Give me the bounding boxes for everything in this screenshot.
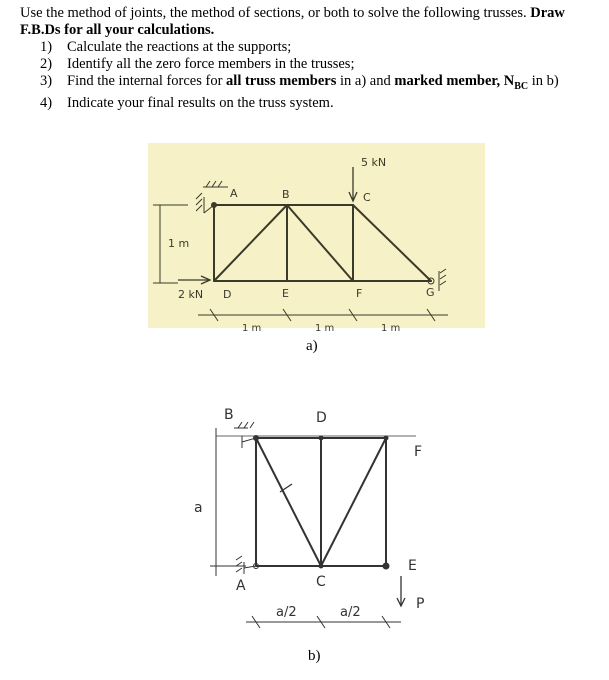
- steps-list: [20, 39, 600, 112]
- label-span2: a/2: [340, 605, 361, 620]
- label-load-top: 5 kN: [361, 156, 387, 169]
- support-A-pin: [236, 556, 256, 574]
- label-load-left: 2 kN: [178, 288, 204, 301]
- label-G: G: [426, 286, 435, 299]
- joint-F: [384, 436, 388, 440]
- truss-figure-b: [186, 398, 436, 640]
- truss-a-drawing: [148, 143, 485, 334]
- caption-b: b): [308, 648, 321, 664]
- label-D: D: [223, 288, 232, 301]
- label-A: A: [236, 578, 246, 594]
- label-C: C: [316, 574, 326, 590]
- joint-D: [319, 436, 323, 440]
- joint-E: [383, 563, 389, 569]
- step-3: 3) Find the internal forces for all truss members in a) and marked member, $N_{BC}$ in b): [40, 73, 559, 92]
- step-4: 4) Indicate your final results on the truss system.: [40, 94, 334, 111]
- intro-bold: Draw F.B.Ds for all your calculations.: [20, 5, 565, 38]
- label-height: a: [194, 500, 203, 516]
- member-BC: [256, 438, 321, 566]
- label-span2: 1 m: [315, 323, 335, 334]
- label-F: F: [356, 287, 363, 300]
- label-B: B: [282, 188, 290, 201]
- step-2: 2) Identify all the zero force members in the trusses;: [40, 56, 355, 72]
- caption-a: a): [306, 338, 318, 354]
- label-C: C: [363, 191, 371, 204]
- problem-statement: [20, 5, 600, 112]
- label-A: A: [230, 187, 238, 200]
- truss-figure-a: [148, 143, 485, 334]
- label-span1: a/2: [276, 605, 297, 620]
- label-E: E: [408, 558, 417, 574]
- joint-C: [319, 564, 323, 568]
- label-height: 1 m: [168, 237, 190, 250]
- step-1: 1) Calculate the reactions at the supports;: [40, 39, 292, 55]
- member-FC: [321, 438, 386, 566]
- instructions: [20, 5, 600, 39]
- intro-text: Use the method of joints, the method of sections, or both to solve the following trusses.: [20, 5, 531, 21]
- label-D: D: [316, 410, 327, 426]
- label-span3: 1 m: [381, 323, 401, 334]
- support-B-hatch: [234, 422, 254, 428]
- label-E: E: [282, 287, 289, 300]
- truss-b-drawing: [186, 398, 436, 640]
- label-span1: 1 m: [242, 323, 262, 334]
- label-F: F: [414, 444, 423, 460]
- label-P: P: [416, 596, 425, 612]
- label-B: B: [224, 407, 234, 423]
